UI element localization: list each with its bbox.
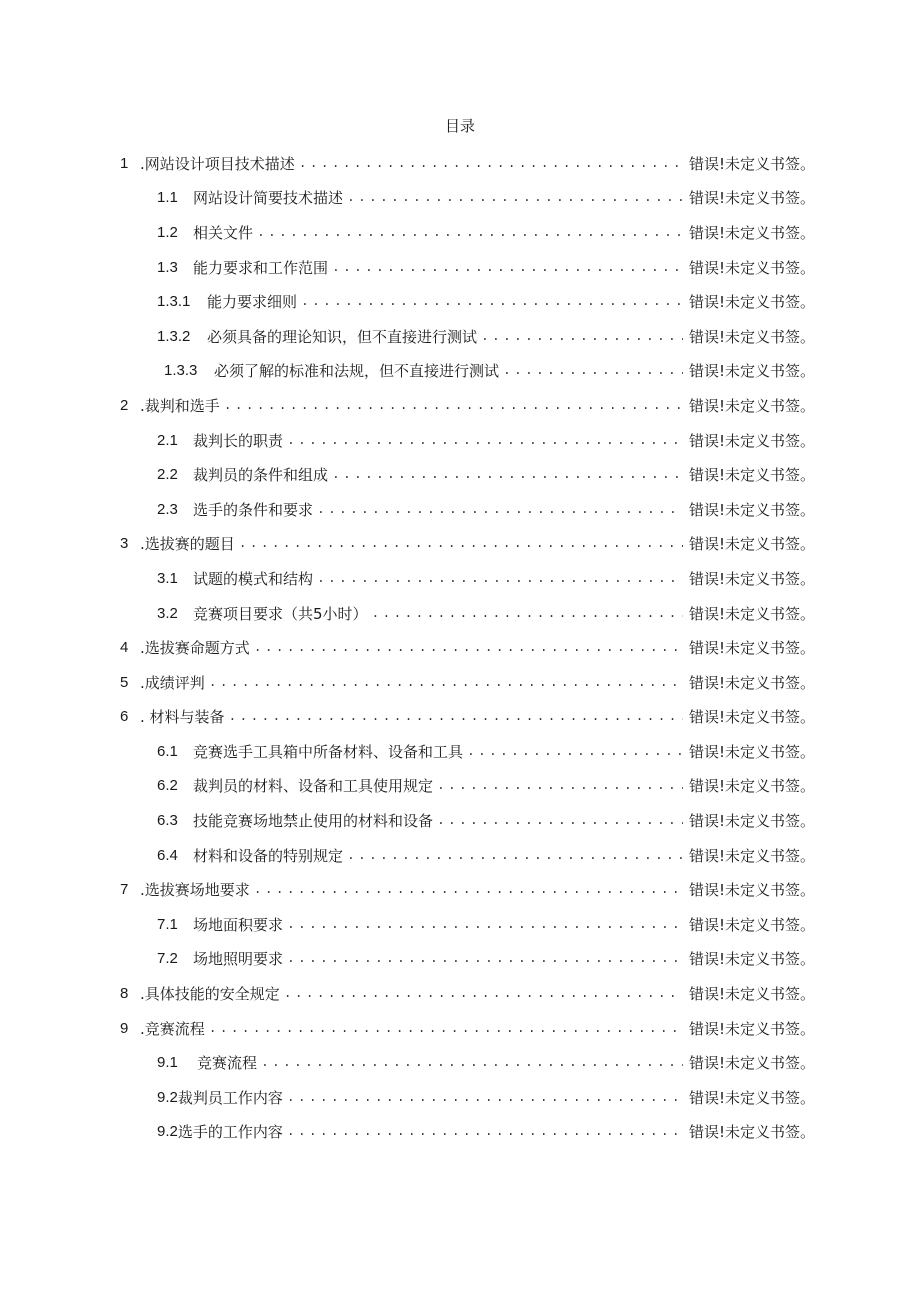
toc-entry-text: .成绩评判	[140, 673, 205, 692]
toc-entry-number: 1.1	[157, 189, 178, 207]
toc-entry-text: 选手的条件和要求	[193, 500, 314, 519]
toc-entry-text: 技能竞赛场地禁止使用的材料和设备	[193, 812, 434, 831]
toc-dot-leader	[284, 986, 683, 1001]
toc-entry-text: 必须了解的标准和法规，但不直接进行测试	[214, 362, 500, 381]
toc-entry-page-label: 错误!未定义书签。	[688, 569, 815, 588]
toc-entry-text: 选手的工作内容	[177, 1123, 283, 1142]
toc-entry[interactable]	[0, 907, 920, 942]
toc-dot-leader	[467, 744, 683, 759]
toc-entry[interactable]	[0, 527, 920, 562]
toc-entry-page-label: 错误!未定义书签。	[688, 1123, 815, 1142]
toc-entry-number: 3.1	[157, 569, 178, 587]
toc-entry-page-label: 错误!未定义书签。	[688, 1054, 815, 1073]
toc-entry-page-label: 错误!未定义书签。	[688, 673, 815, 692]
toc-entry[interactable]	[0, 1011, 920, 1046]
toc-entry-page-label: 错误!未定义书签。	[688, 466, 815, 485]
toc-entry-number: 6.4	[157, 846, 178, 864]
toc-entry-number: 8	[120, 985, 129, 1003]
toc-entry-text: 能力要求和工作范围	[193, 258, 329, 277]
toc-entry-page-label: 错误!未定义书签。	[688, 293, 815, 312]
toc-entry-number: 6.2	[157, 777, 178, 795]
toc-entry-text: 材料和设备的特别规定	[193, 846, 344, 865]
toc-dot-leader	[239, 536, 683, 551]
toc-entry-number: 2	[120, 396, 129, 414]
toc-entry-text: .网站设计项目技术描述	[140, 154, 295, 173]
toc-dot-leader	[332, 467, 683, 482]
toc-entry-page-label: 错误!未定义书签。	[688, 431, 815, 450]
toc-entry[interactable]	[0, 423, 920, 458]
toc-entry[interactable]	[0, 1115, 920, 1150]
toc-entry-text: 场地照明要求	[193, 950, 284, 969]
toc-dot-leader	[347, 848, 683, 863]
toc-dot-leader	[254, 640, 683, 655]
toc-entry[interactable]	[0, 700, 920, 735]
toc-entry[interactable]	[0, 492, 920, 527]
toc-entry-page-label: 错误!未定义书签。	[688, 985, 815, 1004]
toc-entry-number: 3.2	[157, 604, 178, 622]
toc-dot-leader	[347, 190, 683, 205]
toc-dot-leader	[332, 260, 683, 275]
toc-entry-page-label: 错误!未定义书签。	[688, 950, 815, 969]
toc-entry-text: 必须具备的理论知识，但不直接进行测试	[207, 327, 478, 346]
toc-entry[interactable]	[0, 561, 920, 596]
toc-entry-number: 4	[120, 639, 129, 657]
toc-entry[interactable]	[0, 215, 920, 250]
toc-dot-leader	[317, 502, 683, 517]
toc-entry-page-label: 错误!未定义书签。	[688, 1019, 815, 1038]
toc-entry[interactable]	[0, 872, 920, 907]
toc-entry-number: 2.3	[157, 500, 178, 518]
toc-entry-page-label: 错误!未定义书签。	[688, 812, 815, 831]
toc-entry[interactable]	[0, 1045, 920, 1080]
toc-entry[interactable]	[0, 942, 920, 977]
toc-entry-number: 1.3.2	[157, 327, 191, 345]
toc-dot-leader	[287, 917, 683, 932]
toc-dot-leader	[257, 225, 683, 240]
toc-entry-number: 9.2	[157, 1088, 178, 1106]
toc-entry-page-label: 错误!未定义书签。	[688, 742, 815, 761]
toc-entry-number: 6.1	[157, 742, 178, 760]
toc-entry[interactable]	[0, 146, 920, 181]
toc-dot-leader	[287, 1124, 683, 1139]
toc-entry-number: 1.2	[157, 223, 178, 241]
toc-entry-text: 裁判员的材料、设备和工具使用规定	[193, 777, 434, 796]
toc-entry-text: 裁判员的条件和组成	[193, 466, 329, 485]
toc-entry[interactable]	[0, 769, 920, 804]
toc-dot-leader	[372, 606, 683, 621]
toc-entry-number: 7.1	[157, 915, 178, 933]
toc-dot-leader	[224, 398, 683, 413]
toc-dot-leader	[437, 778, 683, 793]
toc-entry[interactable]	[0, 803, 920, 838]
toc-entry-text: .选拔赛的题目	[140, 535, 235, 554]
toc-entry-page-label: 错误!未定义书签。	[688, 327, 815, 346]
toc-entry-text: 竞赛流程	[197, 1054, 258, 1073]
toc-dot-leader	[261, 1055, 683, 1070]
toc-entry-page-label: 错误!未定义书签。	[688, 396, 815, 415]
toc-entry-page-label: 错误!未定义书签。	[688, 535, 815, 554]
toc-entry-page-label: 错误!未定义书签。	[688, 915, 815, 934]
toc-dot-leader	[503, 363, 683, 378]
toc-entry-text: 竞赛项目要求（共5小时）	[193, 604, 368, 623]
toc-dot-leader	[209, 1021, 683, 1036]
toc-entry[interactable]	[0, 734, 920, 769]
toc-entry-number: 6.3	[157, 812, 178, 830]
toc-entry-page-label: 错误!未定义书签。	[688, 500, 815, 519]
toc-entry-number: 1	[120, 154, 129, 172]
toc-entry-page-label: 错误!未定义书签。	[688, 639, 815, 658]
toc-dot-leader	[317, 571, 683, 586]
toc-entry-text: 试题的模式和结构	[193, 569, 314, 588]
toc-entry-number: 9.1	[157, 1054, 178, 1072]
toc-entry-number: 2.2	[157, 466, 178, 484]
toc-entry-text: .具体技能的安全规定	[140, 985, 280, 1004]
toc-entry[interactable]	[0, 838, 920, 873]
toc-entry[interactable]	[0, 630, 920, 665]
toc-entry-number: 9	[120, 1019, 129, 1037]
table-of-contents	[0, 146, 920, 1149]
toc-entry-page-label: 错误!未定义书签。	[688, 362, 815, 381]
toc-dot-leader	[229, 709, 683, 724]
toc-entry[interactable]	[0, 181, 920, 216]
toc-entry-text: .选拔赛命题方式	[140, 639, 250, 658]
toc-entry-page-label: 错误!未定义书签。	[688, 777, 815, 796]
toc-dot-leader	[481, 329, 683, 344]
toc-dot-leader	[209, 675, 683, 690]
toc-dot-leader	[299, 156, 683, 171]
toc-entry[interactable]	[0, 388, 920, 423]
toc-entry-number: 5	[120, 673, 129, 691]
toc-entry-page-label: 错误!未定义书签。	[688, 189, 815, 208]
toc-entry-number: 7.2	[157, 950, 178, 968]
toc-entry[interactable]	[0, 284, 920, 319]
toc-entry-number: 9.2	[157, 1123, 178, 1141]
toc-entry-number: 1.3.3	[164, 362, 198, 380]
toc-entry-number: 1.3.1	[157, 293, 191, 311]
toc-dot-leader	[287, 433, 683, 448]
toc-dot-leader	[301, 294, 683, 309]
toc-entry-number: 1.3	[157, 258, 178, 276]
toc-dot-leader	[254, 882, 683, 897]
toc-entry[interactable]	[0, 665, 920, 700]
toc-entry-page-label: 错误!未定义书签。	[688, 154, 815, 173]
toc-entry-page-label: 错误!未定义书签。	[688, 258, 815, 277]
toc-dot-leader	[287, 1090, 683, 1105]
toc-entry-text: 能力要求细则	[207, 293, 298, 312]
toc-entry-text: 竞赛选手工具箱中所备材料、设备和工具	[193, 742, 464, 761]
toc-entry-page-label: 错误!未定义书签。	[688, 604, 815, 623]
toc-entry-number: 2.1	[157, 431, 178, 449]
toc-dot-leader	[287, 951, 683, 966]
toc-entry[interactable]	[0, 250, 920, 285]
toc-entry-text: .选拔赛场地要求	[140, 881, 250, 900]
toc-entry[interactable]	[0, 976, 920, 1011]
toc-entry[interactable]	[0, 354, 920, 389]
toc-entry-text: .竞赛流程	[140, 1019, 205, 1038]
toc-entry[interactable]	[0, 1080, 920, 1115]
toc-entry-page-label: 错误!未定义书签。	[688, 846, 815, 865]
toc-entry-page-label: 错误!未定义书签。	[688, 223, 815, 242]
toc-dot-leader	[437, 813, 683, 828]
toc-entry[interactable]	[0, 596, 920, 631]
toc-entry-page-label: 错误!未定义书签。	[688, 708, 815, 727]
toc-entry-page-label: 错误!未定义书签。	[688, 1088, 815, 1107]
toc-entry[interactable]	[0, 319, 920, 354]
toc-entry-number: 7	[120, 881, 129, 899]
toc-entry-page-label: 错误!未定义书签。	[688, 881, 815, 900]
toc-title: 目录	[444, 117, 475, 135]
toc-entry-text: .裁判和选手	[140, 396, 220, 415]
toc-entry-number: 3	[120, 535, 129, 553]
toc-entry-text: 网站设计简要技术描述	[193, 189, 344, 208]
toc-entry-text: 裁判员工作内容	[177, 1088, 283, 1107]
toc-entry-text: 相关文件	[193, 223, 254, 242]
toc-entry-text: 裁判长的职责	[193, 431, 284, 450]
toc-entry[interactable]	[0, 457, 920, 492]
toc-entry-number: 6	[120, 708, 129, 726]
toc-entry-text: . 材料与装备	[140, 708, 225, 727]
toc-entry-text: 场地面积要求	[193, 915, 284, 934]
